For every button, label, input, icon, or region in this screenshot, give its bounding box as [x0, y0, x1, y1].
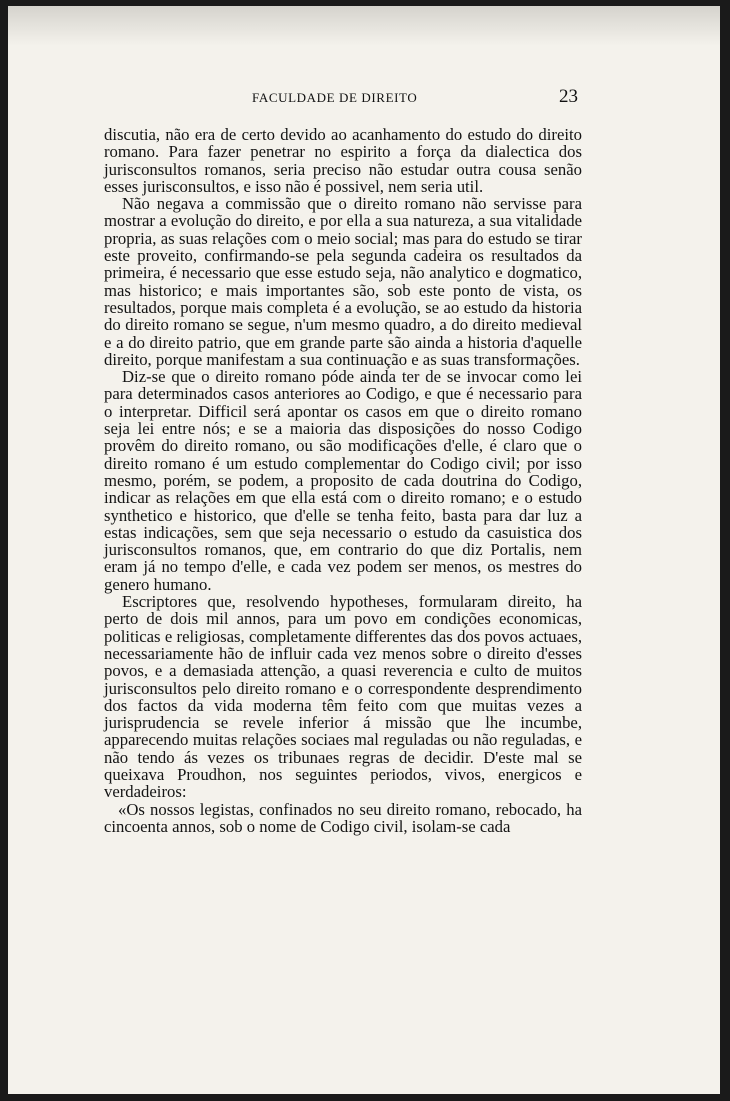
body-text: [104, 126, 582, 835]
paragraph: discutia, não era de certo devido ao acanhamento do estudo do direito romano. Para fazer penetrar no espirito a força da dialectica dos jurisconsultos romanos, seria preciso não estudar outra cousa senão esses jurisconsultos, e isso não é possivel, nem seria util.: [104, 125, 582, 196]
paragraph: Escriptores que, resolvendo hypotheses, formularam direito, ha perto de dois mil annos, para um povo em condições economicas, politicas e religiosas, completamente differentes das dos povos actuaes, necessariamente hão de influir cada vez menos sobre o direito d'esses povos, e a demasiada attenção, a quasi reverencia e culto de muitos jurisconsultos pelo direito romano e o correspondente desprendimento dos factos da vida moderna têm feito com que muitas vezes a jurisprudencia se revele inferior á missão que lhe incumbe, apparecendo muitas relações sociaes mal reguladas ou não reguladas, e não tendo ás vezes os tribunaes regras de decidir. D'este mal se queixava Proudhon, nos seguintes periodos, vivos, energicos e verdadeiros:: [104, 592, 582, 802]
running-title: FACULDADE DE DIREITO: [252, 90, 418, 105]
page-number: 23: [559, 86, 578, 107]
document-page: [8, 6, 720, 1094]
paragraph: Diz-se que o direito romano póde ainda ter de se invocar como lei para determinados casos anteriores ao Codigo, e que é necessario para o interpretar. Difficil será apontar os casos em que o direito romano seja lei entre nós; e se a maioria das disposições do nosso Codigo provêm do direito romano, ou são modificações d'elle, é claro que o direito romano é um estudo complementar do Codigo civil; por isso mesmo, porém, se podem, a proposito de cada doutrina do Codigo, indicar as relações em que ella está com o direito romano; e o estudo synthetico e historico, que d'elle se tenha feito, basta para dar luz a estas indicações, sem que seja necessario o estudo da casuistica dos jurisconsultos romanos, que, em contrario do que diz Portalis, nem eram já no tempo d'elle, e cada vez podem ser menos, os mestres do genero humano.: [104, 367, 582, 594]
page-header: [8, 86, 720, 110]
quoted-paragraph: «Os nossos legistas, confinados no seu direito romano, rebocado, ha cincoenta annos, sob o nome de Codigo civil, isolam-se cada: [104, 799, 582, 836]
paragraph: Não negava a commissão que o direito romano não servisse para mostrar a evolução do direito, e por ella a sua natureza, a sua vitalidade propria, as suas relações com o meio social; mas para do estudo se tirar este proveito, confirmando-se pela segunda cadeira os resultados da primeira, é necessario que esse estudo seja, não analytico e dogmatico, mas historico; e mais importantes são, sob este ponto de vista, os resultados, porque mais completa é a evolução, se ao estudo da historia do direito romano se segue, n'um mesmo quadro, a do direito medieval e a do direito patrio, que em grande parte são ainda a historia d'aquelle direito, porque manifestam a sua continuação e as suas transformações.: [104, 194, 582, 369]
